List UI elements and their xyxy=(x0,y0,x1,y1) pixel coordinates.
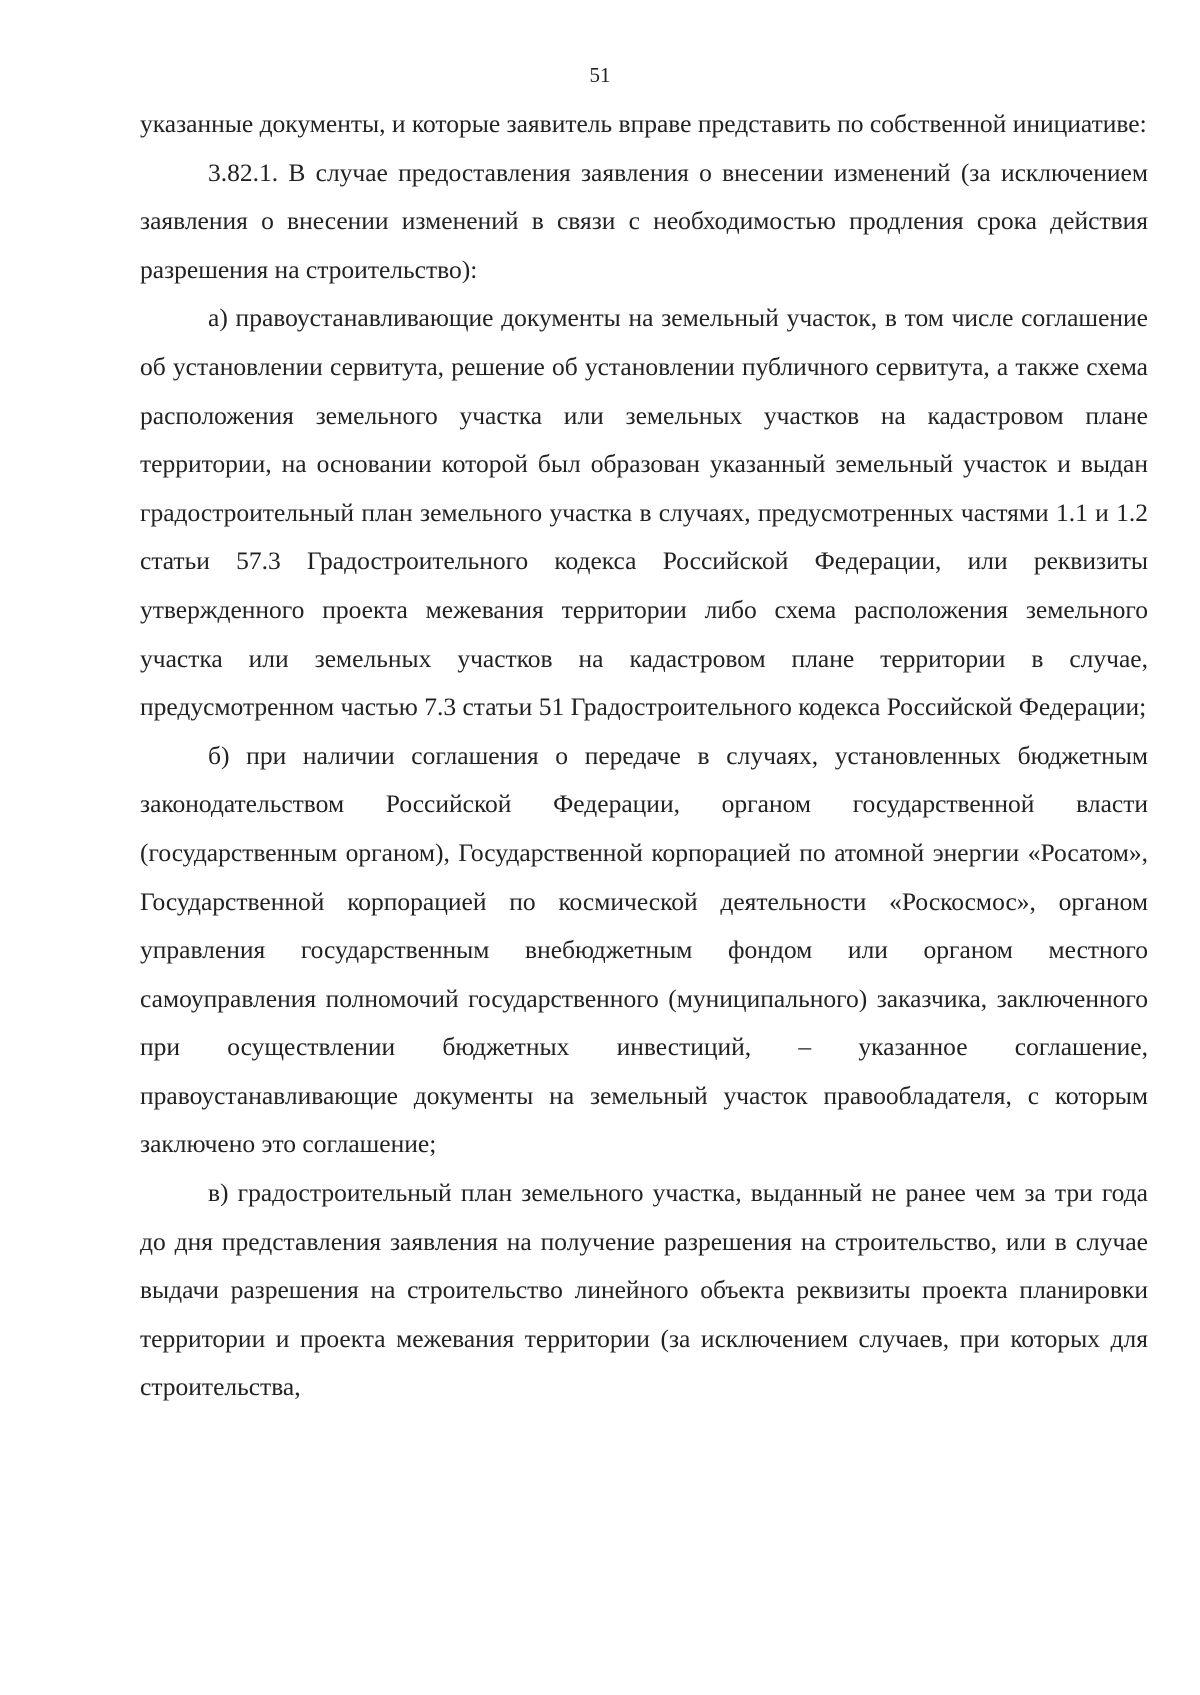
paragraph-3-82-1: 3.82.1. В случае предоставления заявления о внесении изменений (за исключением заявления о внесении изменений в связи с необходимостью продления срока действия разрешения на строительство): xyxy=(140,157,1148,284)
document-body xyxy=(140,100,1148,1412)
paragraph-item-b: б) при наличии соглашения о передаче в случаях, установленных бюджетным законодательством Российской Федерации, органом государственной власти (государственным органом), Государственной корпорацией по атомной энергии «Росатом», Государственной корпорацией по космической деятельности «Роскосмос», органом управления государственным внебюджетным фондом или органом местного самоуправления полномочий государственного (муниципального) заказчика, заключенного при осуществлении бюджетных инвестиций, – указанное соглашение, правоустанавливающие документы на земельный участок правообладателя, с которым заключено это соглашение; xyxy=(140,740,1148,1159)
paragraph-item-a: а) правоустанавливающие документы на земельный участок, в том числе соглашение об установлении сервитута, решение об установлении публичного сервитута, а также схема расположения земельного участка или земельных участков на кадастровом плане территории, на основании которой был образован указанный земельный участок и выдан градостроительный план земельного участка в случаях, предусмотренных частями 1.1 и 1.2 статьи 57.3 Градостроительного кодекса Российской Федерации, или реквизиты утвержденного проекта межевания территории либо схема расположения земельного участка или земельных участков на кадастровом плане территории в случае, предусмотренном частью 7.3 статьи 51 Градостроительного кодекса Российской Федерации; xyxy=(140,303,1148,722)
paragraph-item-v: в) градостроительный план земельного участка, выданный не ранее чем за три года до дня представления заявления на получение разрешения на строительство, или в случае выдачи разрешения на строительство линейного объекта реквизиты проекта планировки территории и проекта межевания территории (за исключением случаев, при которых для строительства, xyxy=(140,1178,1148,1402)
paragraph-intro-continuation: указанные документы, и которые заявитель вправе представить по собственной инициативе: xyxy=(140,109,1147,138)
page-number: 51 xyxy=(589,63,611,87)
